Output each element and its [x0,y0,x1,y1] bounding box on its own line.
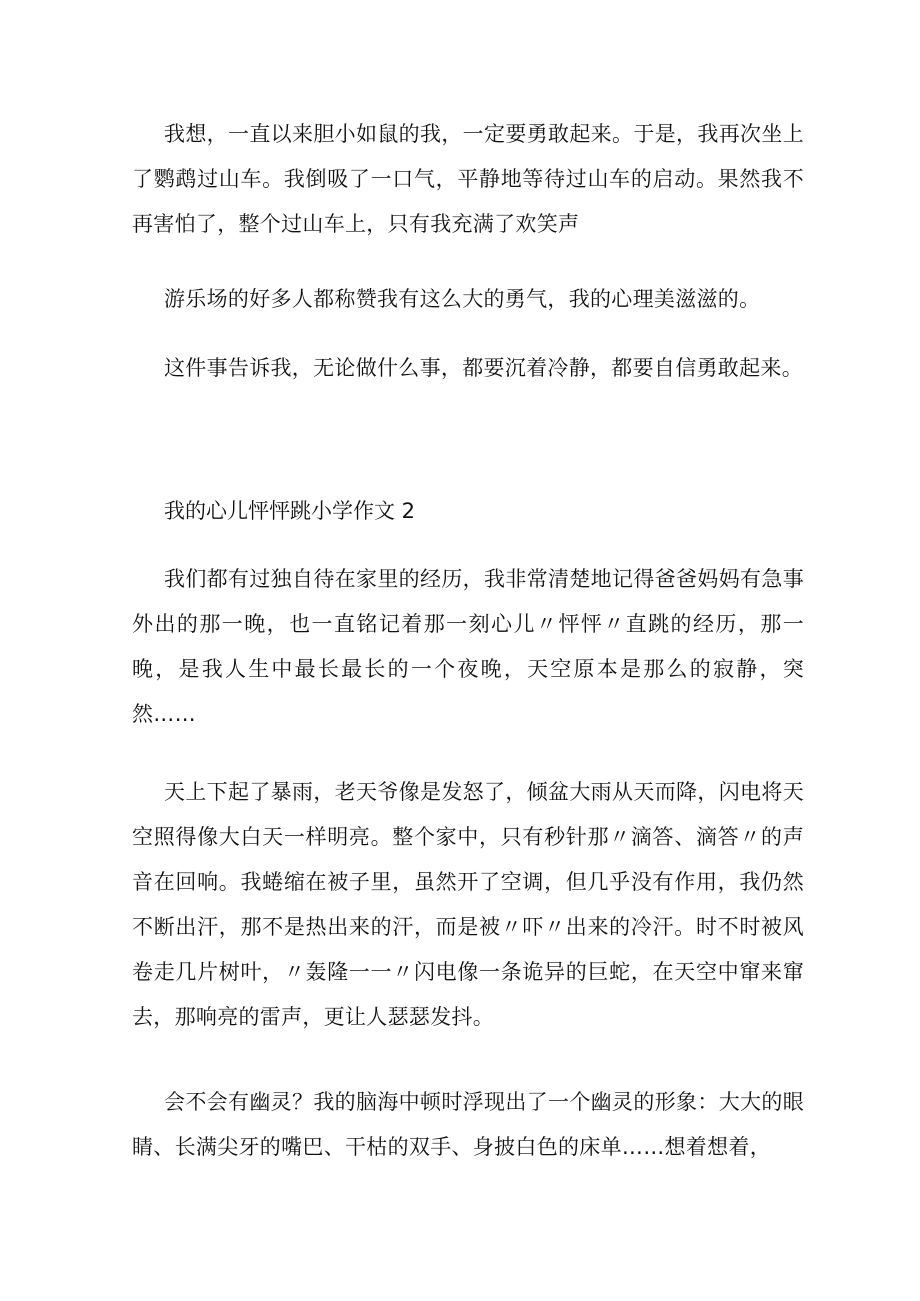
paragraph-ghost: 会不会有幽灵？我的脑海中顿时浮现出了一个幽灵的形象：大大的眼睛、长满尖牙的嘴巴、干枯的双手、身披白色的床单……想着想着， [132,1090,804,1159]
paragraph-courage: 我想，一直以来胆小如鼠的我，一定要勇敢起来。于是，我再次坐上了鹦鹉过山车。我倒吸了一口气，平静地等待过山车的启动。果然我不再害怕了，整个过山车上，只有我充满了欢笑声 [132,122,804,236]
paragraph-praise: 游乐场的好多人都称赞我有这么大的勇气，我的心理美滋滋的。 [164,287,761,311]
section-title: 我的心儿怦怦跳小学作文 2 [164,499,416,523]
paragraph-lesson: 这件事告诉我，无论做什么事，都要沉着冷静，都要自信勇敢起来。 [164,356,803,380]
paragraph-storm: 天上下起了暴雨，老天爷像是发怒了，倾盆大雨从天而降，闪电将天空照得像大白天一样明亮。整个家中，只有秒针那〃滴答、滴答〃的声音在回响。我蜷缩在被子里，虽然开了空调，但几乎没有作用，我仍然不断出汗，那不是热出来的汗，而是被〃吓〃出来的冷汗。时不时被风卷走几片树叶，〃轰隆一一〃闪电像一条诡异的巨蛇，在天空中窜来窜去，那响亮的雷声，更让人瑟瑟发抖。 [132,780,804,1029]
paragraph-night-alone: 我们都有过独自待在家里的经历，我非常清楚地记得爸爸妈妈有急事外出的那一晚，也一直铭记着那一刻心儿〃怦怦〃直跳的经历，那一晚，是我人生中最长最长的一个夜晚，天空原本是那么的寂静，突然…… [132,567,804,726]
